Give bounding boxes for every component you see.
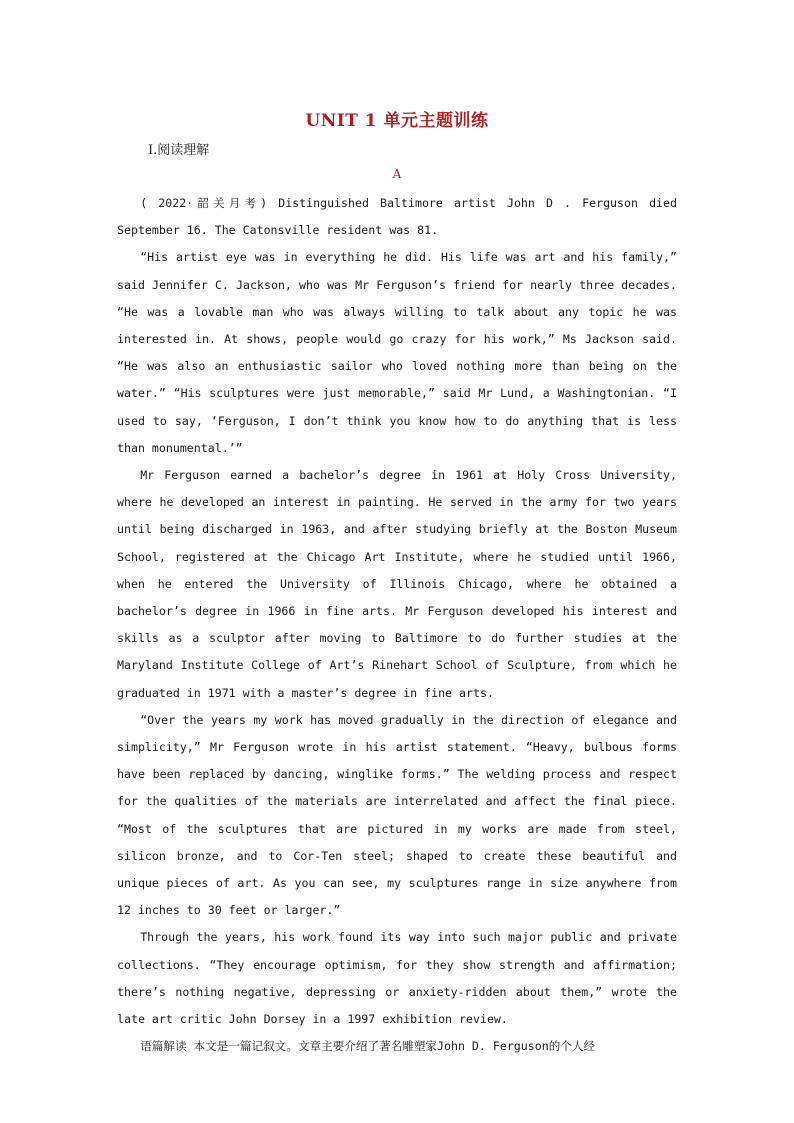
passage-body [117, 190, 677, 1061]
section-heading: Ⅰ.阅读理解 [148, 143, 210, 158]
paragraph-intro: ( 2022·韶关月考) Distinguished Baltimore artist John D . Ferguson died September 16. The Catonsville resident was 81. [117, 196, 677, 238]
paragraph-quotes: “His artist eye was in everything he did. His life was art and his family,” said Jennifer C. Jackson, who was Mr Ferguson’s friend for nearly three decades. “He was a lovable man who was always willing to talk about any topic he was interested in. At shows, people would go crazy for his work,” Ms Jackson said. “He was also an enthusiastic sailor who loved nothing more than being on the water.” “His sculptures were just memorable,” said Mr Lund, a Washingtonian. “I used to say, ‘Ferguson, I don’t think you know how to do anything that is less than monumental.’” [117, 250, 677, 455]
unit-title: UNIT 1 单元主题训练 [305, 111, 489, 131]
passage-label: A [392, 167, 402, 181]
paragraph-collections: Through the years, his work found its way into such major public and private collections. “They encourage optimism, for they show strength and affirmation; there’s nothing negative, depressing or anxiety-ridden about them,” wrote the late art critic John Dorsey in a 1997 exhibition review. [117, 930, 677, 1027]
paragraph-artist-statement: “Over the years my work has moved gradually in the direction of elegance and simplicity,” Mr Ferguson wrote in his artist statement. “Heavy, bulbous forms have been replaced by dancing, winglike forms.” The welding process and respect for the qualities of the materials are interrelated and affect the final piece. “Most of the sculptures that are pictured in my works are made from steel, silicon bronze, and to Cor-Ten steel; shaped to create these beautiful and unique pieces of art. As you can see, my sculptures range in size anywhere from 12 inches to 30 feet or larger.” [117, 712, 677, 918]
paragraph-education: Mr Ferguson earned a bachelor’s degree in 1961 at Holy Cross University, where he developed an interest in painting. He served in the army for two years until being discharged in 1963, and after studying briefly at the Boston Museum School, registered at the Chicago Art Institute, where he studied until 1966, when he entered the University of Illinois Chicago, where he obtained a bachelor’s degree in 1966 in fine arts. Mr Ferguson developed his interest and skills as a sculptor after moving to Baltimore to do further studies at the Maryland Institute College of Art’s Rinehart School of Sculpture, from which he graduated in 1971 with a master’s degree in fine arts. [117, 468, 677, 700]
paragraph-analysis: 语篇解读 本文是一篇记叙文。文章主要介绍了著名雕塑家John D. Ferguson的个人经 [140, 1039, 596, 1054]
